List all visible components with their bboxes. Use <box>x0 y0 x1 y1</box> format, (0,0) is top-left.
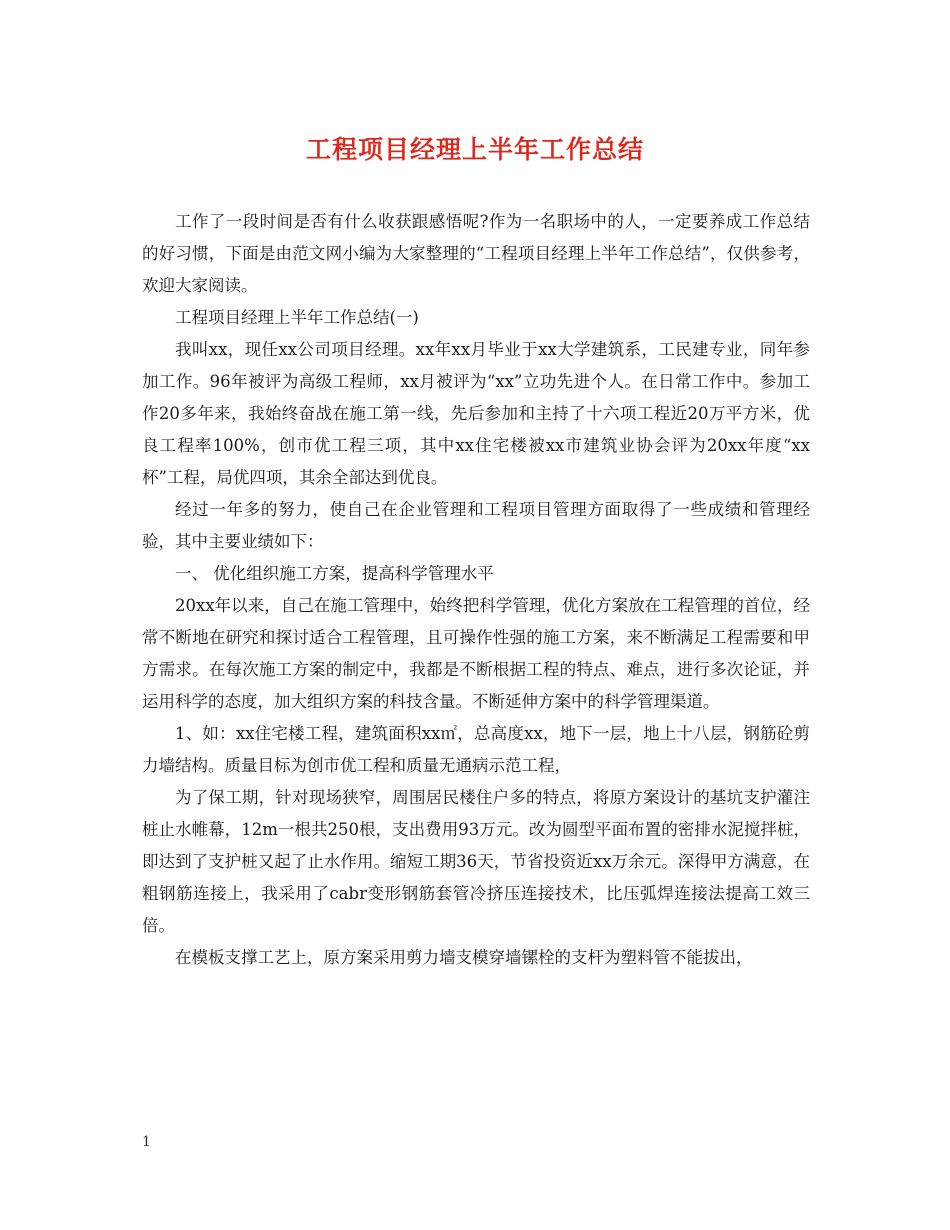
paragraph-subheading-one: 一、 优化组织施工方案，提高科学管理水平 <box>175 564 494 583</box>
document-body <box>142 206 810 974</box>
paragraph-achievements-lead: 经过一年多的努力，使自己在企业管理和工程项目管理方面取得了一些成绩和管理经验，其中主要业绩如下： <box>142 500 810 551</box>
paragraph-intro: 工作了一段时间是否有什么收获跟感悟呢?作为一名职场中的人，一定要养成工作总结的好习惯，下面是由范文网小编为大家整理的“工程项目经理上半年工作总结”，仅供参考，欢迎大家阅读。 <box>142 212 810 295</box>
paragraph-formwork: 在模板支撑工艺上，原方案采用剪力墙支模穿墙镙栓的支杆为塑料管不能拔出， <box>175 948 753 967</box>
page-number: 1 <box>142 1134 151 1150</box>
paragraph-management: 20xx年以来，自己在施工管理中，始终把科学管理，优化方案放在工程管理的首位，经常不断地在研究和探讨适合工程管理，且可操作性强的施工方案，来不断满足工程需要和甲方需求。在每次施工方案的制定中，我都是不断根据工程的特点、难点，进行多次论证，并运用科学的态度，加大组织方案的科技含量。不断延伸方案中的科学管理渠道。 <box>142 596 810 711</box>
paragraph-example-one: 1、如：xx住宅楼工程，建筑面积xx㎡，总高度xx，地下一层，地上十八层，钢筋砼剪力墙结构。质量目标为创市优工程和质量无通病示范工程， <box>142 724 810 775</box>
paragraph-section-heading: 工程项目经理上半年工作总结(一) <box>175 308 419 327</box>
document-title: 工程项目经理上半年工作总结 <box>305 135 644 164</box>
paragraph-schedule: 为了保工期，针对现场狭窄，周围居民楼住户多的特点，将原方案设计的基坑支护灌注桩止水帷幕，12m一根共250根，支出费用93万元。改为圆型平面布置的密排水泥搅拌桩，即达到了支护桩又起了止水作用。缩短工期36天，节省投资近xx万余元。深得甲方满意，在粗钢筋连接上，我采用了cabr变形钢筋套管冷挤压连接技术，比压弧焊连接法提高工效三倍。 <box>142 788 810 935</box>
paragraph-self-introduction: 我叫xx，现任xx公司项目经理。xx年xx月毕业于xx大学建筑系，工民建专业，同年参加工作。96年被评为高级工程师，xx月被评为“xx”立功先进个人。在日常工作中。参加工作20多年来，我始终奋战在施工第一线，先后参加和主持了十六项工程近20万平方米，优良工程率100%，创市优工程三项，其中xx住宅楼被xx市建筑业协会评为20xx年度“xx杯”工程，局优四项，其余全部达到优良。 <box>142 340 810 487</box>
